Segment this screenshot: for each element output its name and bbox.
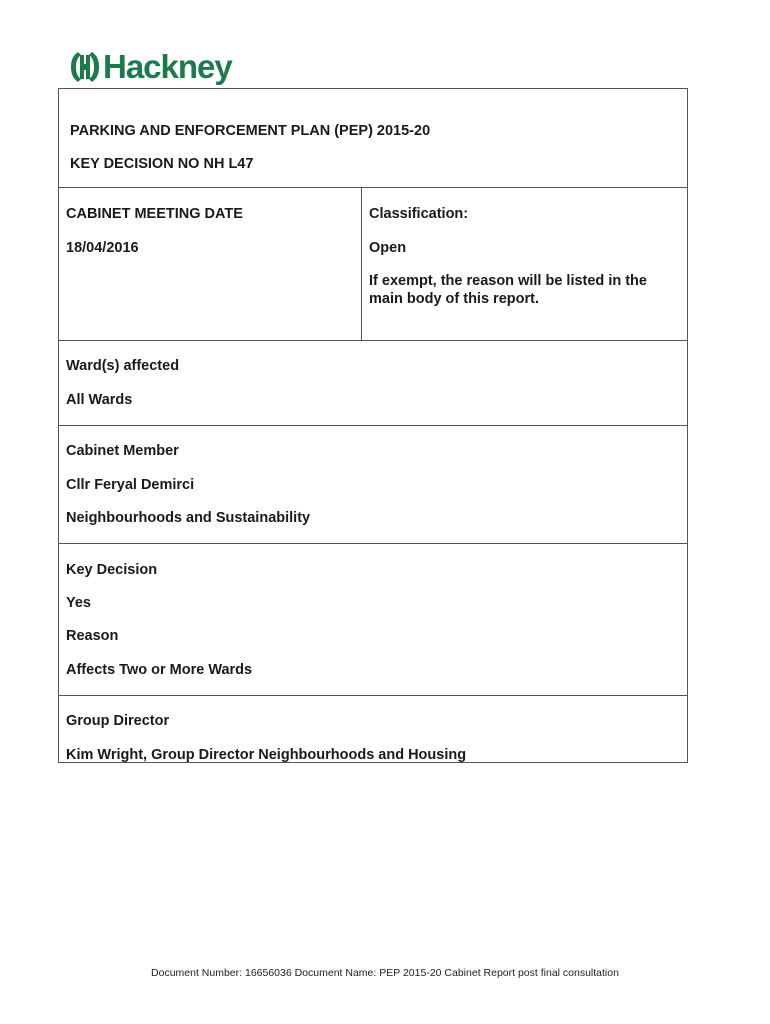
cabinet-member-portfolio: Neighbourhoods and Sustainability — [66, 510, 311, 526]
key-decision-label: Key Decision — [66, 562, 158, 578]
group-director-value: Kim Wright, Group Director Neighbourhoods and Housing — [66, 747, 467, 763]
cabinet-member-label: Cabinet Member — [66, 443, 179, 459]
divider — [59, 340, 687, 341]
divider — [59, 187, 687, 188]
wards-label: Ward(s) affected — [66, 358, 180, 374]
meeting-date-value: 18/04/2016 — [66, 240, 139, 256]
divider — [361, 187, 362, 340]
meeting-date-label: CABINET MEETING DATE — [66, 206, 243, 222]
divider — [59, 425, 687, 426]
wards-value: All Wards — [66, 392, 133, 408]
hackney-h-icon — [69, 50, 101, 84]
classification-label: Classification: — [369, 206, 469, 222]
hackney-logo — [69, 50, 232, 84]
report-title: PARKING AND ENFORCEMENT PLAN (PEP) 2015-20 — [70, 123, 431, 139]
logo-text: Hackney — [103, 48, 232, 85]
document-footer: Document Number: 16656036 Document Name: PEP 2015-20 Cabinet Report post final consultation — [151, 967, 619, 979]
classification-value: Open — [369, 240, 407, 256]
reason-label: Reason — [66, 628, 119, 644]
key-decision-value: Yes — [66, 595, 91, 611]
classification-note: If exempt, the reason will be listed in the main body of this report. — [369, 273, 647, 307]
divider — [59, 695, 687, 696]
cabinet-member-name: Cllr Feryal Demirci — [66, 477, 195, 493]
key-decision-number: KEY DECISION NO NH L47 — [70, 156, 254, 172]
divider — [59, 543, 687, 544]
group-director-label: Group Director — [66, 713, 170, 729]
report-cover-table — [58, 88, 688, 763]
reason-value: Affects Two or More Wards — [66, 662, 253, 678]
